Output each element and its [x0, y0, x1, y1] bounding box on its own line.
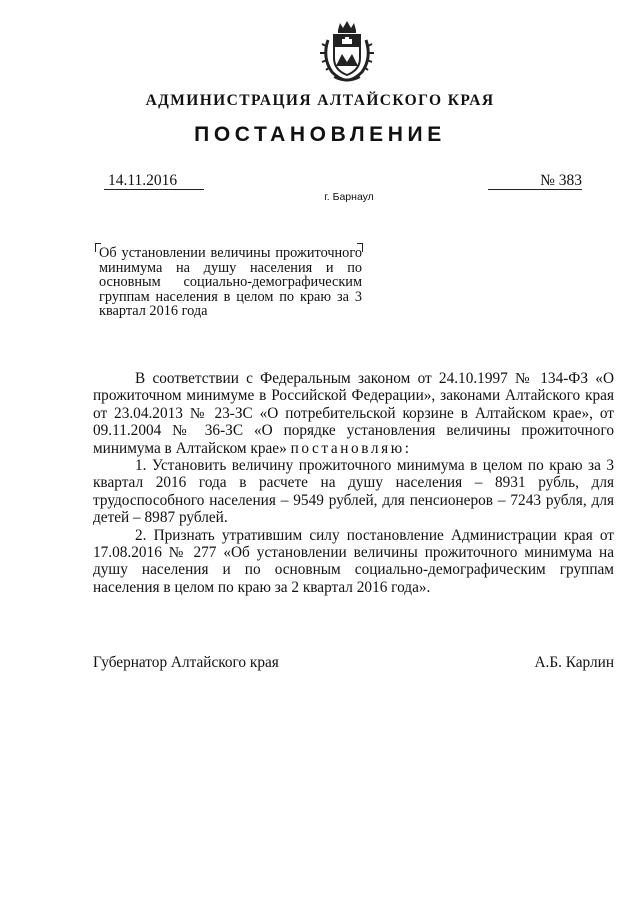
- document-type-title: ПОСТАНОВЛЕНИЕ: [194, 123, 446, 146]
- document-city: г. Барнаул: [324, 191, 374, 203]
- item-1-paragraph: 1. Установить величину прожиточного минимума в целом по краю за 3 квартал 2016 года в расчете на душу населения – 8931 рубль, для трудоспособного населения – 9549 рублей, для пенсионеров – 7243 рубля, для детей – 8987 рублей.: [93, 457, 614, 527]
- coat-of-arms-icon: [318, 20, 376, 84]
- document-number: № 383: [488, 172, 582, 190]
- organization-name: АДМИНИСТРАЦИЯ АЛТАЙСКОГО КРАЯ: [145, 92, 495, 109]
- document-subject: Об установлении величины прожиточного минимума на душу населения и по основным социально-демографическим группам населения в целом по краю за 3 квартал 2016 года: [99, 245, 362, 320]
- resolve-verb: постановляю:: [290, 439, 412, 457]
- item-2-paragraph: 2. Признать утратившим силу постановление Администрации края от 17.08.2016 № 277 «Об установлении величины прожиточного минимума на душу населения и по основным социально-демографическим группам населения в целом по краю за 2 квартал 2016 года».: [93, 526, 614, 596]
- signatory-title: Губернатор Алтайского края: [93, 654, 279, 671]
- preamble-text: В соответствии с Федеральным законом от 24.10.1997 № 134-ФЗ «О прожиточном минимуме в Российской Федерации», законами Алтайского края от 23.04.2013 № 23-ЗС «О потребительской корзине в Алтайском крае», от 09.11.2004 № 36-ЗС «О порядке установления величины прожиточного минимума в Алтайском крае»: [93, 370, 614, 457]
- document-date: 14.11.2016: [104, 172, 204, 190]
- signatory-name: А.Б. Карлин: [534, 654, 614, 671]
- preamble-paragraph: [93, 370, 614, 457]
- document-body: [93, 370, 614, 596]
